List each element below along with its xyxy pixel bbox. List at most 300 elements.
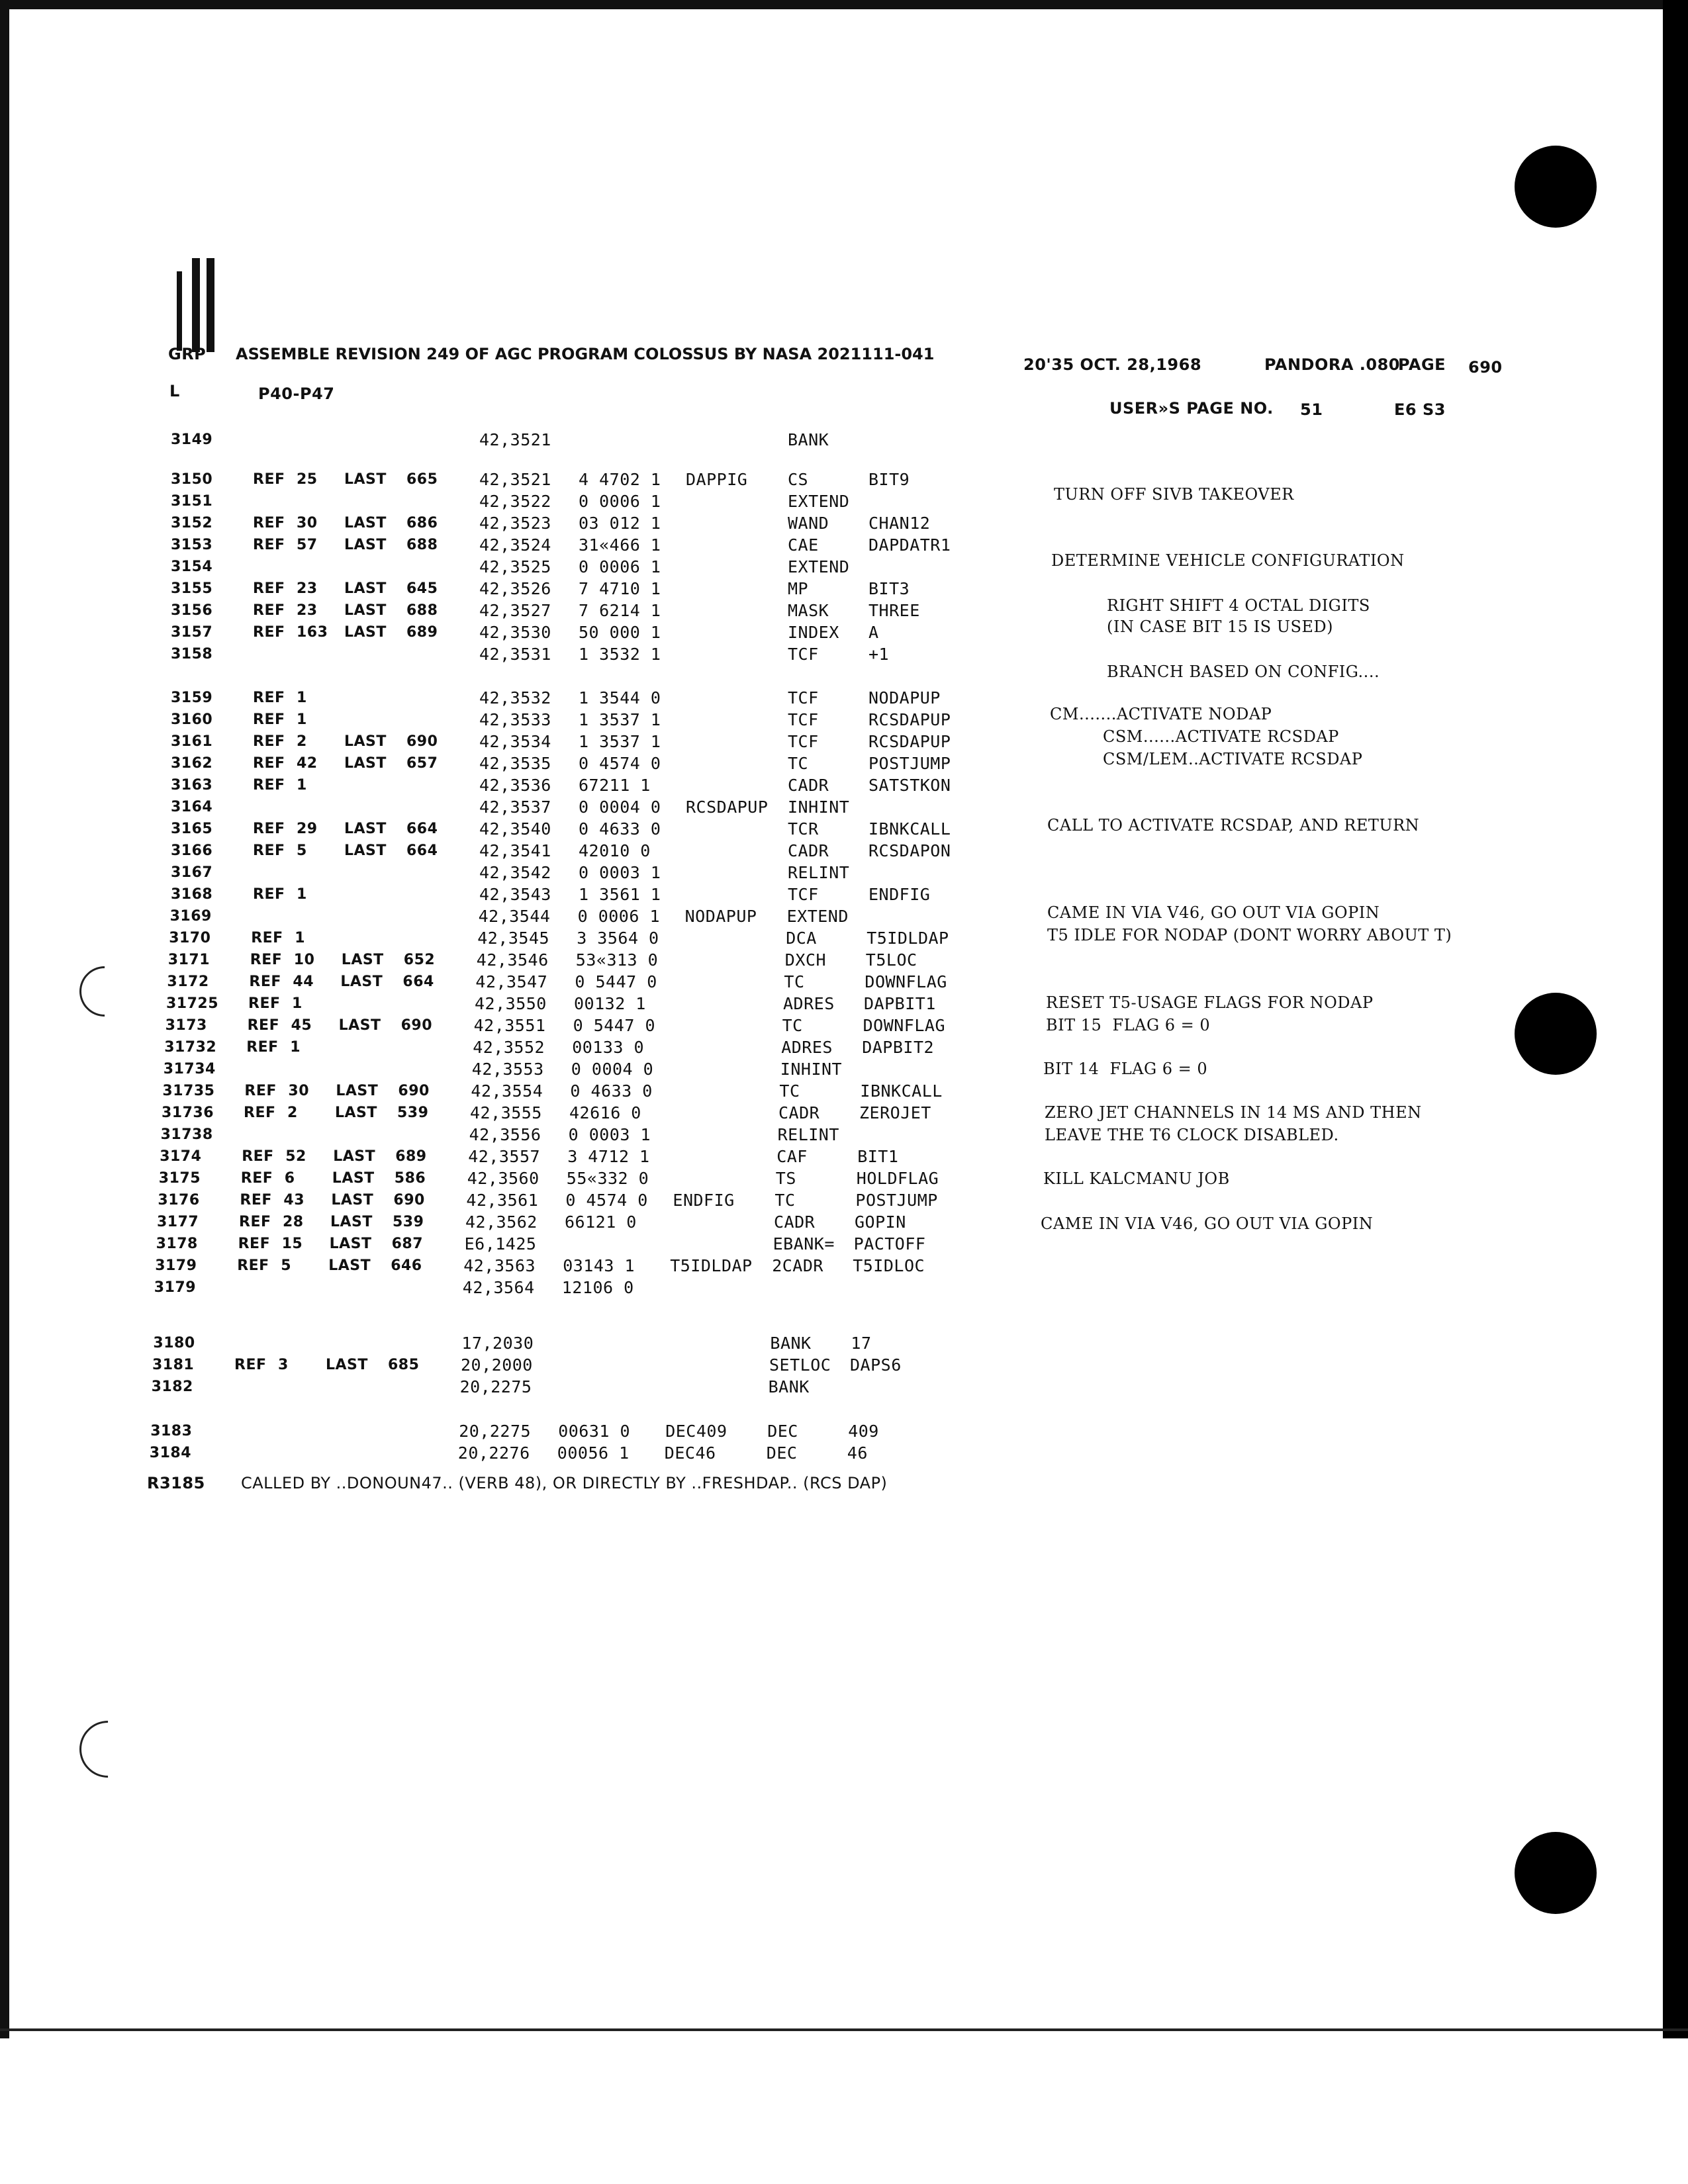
address: 42,3561 xyxy=(466,1191,539,1210)
address: 42,3556 xyxy=(469,1125,541,1144)
ref-count: 30 xyxy=(288,1083,310,1099)
address: 42,3541 xyxy=(479,841,551,860)
address: 42,3527 xyxy=(479,601,551,620)
section-title: P40-P47 xyxy=(258,385,335,403)
line-number: 31736 xyxy=(162,1105,214,1121)
line-number: 31734 xyxy=(163,1061,216,1077)
address: 42,3537 xyxy=(479,797,551,817)
operand: BIT1 xyxy=(857,1147,899,1166)
line-number: 3183 xyxy=(150,1423,193,1439)
last-page: 664 xyxy=(402,974,434,990)
opcode: TCF xyxy=(788,688,819,707)
operand: POSTJUMP xyxy=(868,754,951,773)
opcode: DCA xyxy=(786,929,817,948)
ref-count: 6 xyxy=(284,1170,295,1187)
scan-border-bottom xyxy=(0,2028,1688,2031)
comment-csm-lem: CSM/LEM..ACTIVATE RCSDAP xyxy=(1103,750,1363,768)
opcode: EXTEND xyxy=(788,492,850,511)
ref-label: REF xyxy=(253,755,285,772)
object-word: 03143 1 xyxy=(563,1256,635,1275)
line-number: 3178 xyxy=(156,1236,198,1252)
log-marker: L xyxy=(169,382,180,400)
ref-label: REF xyxy=(253,886,285,903)
address: 42,3533 xyxy=(479,710,551,729)
last-page: 664 xyxy=(406,842,438,859)
object-word: 0 4633 0 xyxy=(570,1081,653,1101)
comment-t5-idle: T5 IDLE FOR NODAP (DONT WORRY ABOUT T) xyxy=(1047,926,1452,944)
object-word: 53«313 0 xyxy=(575,950,659,970)
line-number: 3161 xyxy=(171,733,213,750)
symbol-label: DAPPIG xyxy=(686,470,748,489)
operand: 46 xyxy=(847,1443,868,1463)
line-number: 3162 xyxy=(171,755,213,772)
symbol-label: RCSDAPUP xyxy=(686,797,769,817)
comment-kill-kalcmanu: KILL KALCMANU JOB xyxy=(1043,1169,1230,1188)
ref-count: 52 xyxy=(285,1148,306,1165)
address: 17,2030 xyxy=(461,1334,534,1353)
comment-zero-jet: ZERO JET CHANNELS IN 14 MS AND THEN xyxy=(1045,1103,1422,1122)
operand: CHAN12 xyxy=(868,514,931,533)
symbol-label: DEC46 xyxy=(664,1443,716,1463)
comment-reset-t5: RESET T5-USAGE FLAGS FOR NODAP xyxy=(1046,993,1374,1012)
last-page: 689 xyxy=(406,624,438,641)
operand: RCSDAPUP xyxy=(868,732,951,751)
address: E6,1425 xyxy=(464,1234,537,1253)
address: 42,3547 xyxy=(475,972,548,991)
ref-label: REF xyxy=(234,1357,267,1373)
line-number: 3166 xyxy=(171,842,213,859)
ref-count: 1 xyxy=(297,777,307,794)
opcode: RELINT xyxy=(788,863,850,882)
operand: +1 xyxy=(868,645,890,664)
line-number: 3149 xyxy=(171,432,213,448)
operand: POSTJUMP xyxy=(855,1191,938,1210)
ref-label: REF xyxy=(253,471,285,488)
last-label: LAST xyxy=(344,821,387,837)
operand: 409 xyxy=(848,1422,879,1441)
ref-label: REF xyxy=(248,995,281,1012)
line-number: 3172 xyxy=(167,974,209,990)
operand: ZEROJET xyxy=(859,1103,931,1122)
object-word: 00631 0 xyxy=(558,1422,631,1441)
ref-label: REF xyxy=(237,1257,269,1274)
object-word: 1 3537 1 xyxy=(579,732,661,751)
object-word: 00132 1 xyxy=(574,994,646,1013)
punch-hole-top xyxy=(1515,146,1597,228)
line-number: 3182 xyxy=(151,1379,193,1395)
ref-label: REF xyxy=(247,1017,280,1034)
opcode: TC xyxy=(782,1016,803,1035)
line-number: 3184 xyxy=(149,1445,192,1461)
object-word: 0 0003 1 xyxy=(568,1125,651,1144)
comment-determine-config: DETERMINE VEHICLE CONFIGURATION xyxy=(1051,551,1405,570)
operand: GOPIN xyxy=(855,1212,906,1232)
line-number: 31725 xyxy=(166,995,219,1012)
address: 42,3550 xyxy=(475,994,547,1013)
address: 42,3553 xyxy=(471,1060,544,1079)
operand: PACTOFF xyxy=(853,1234,926,1253)
ref-count: 1 xyxy=(297,886,307,903)
object-word: 0 5447 0 xyxy=(573,1016,656,1035)
ref-count: 57 xyxy=(297,537,318,553)
ref-count: 30 xyxy=(297,515,318,531)
operand: DAPS6 xyxy=(850,1355,902,1375)
opcode: CS xyxy=(788,470,809,489)
last-page: 539 xyxy=(393,1214,424,1230)
ref-label: REF xyxy=(239,1214,271,1230)
line-number: 3150 xyxy=(171,471,213,488)
operand: DAPDATR1 xyxy=(868,535,951,555)
binder-mark xyxy=(192,258,200,352)
last-label: LAST xyxy=(344,842,387,859)
comment-csm: CSM......ACTIVATE RCSDAP xyxy=(1103,727,1339,746)
line-number: 3151 xyxy=(171,493,213,510)
ref-label: REF xyxy=(253,624,285,641)
opcode: DEC xyxy=(767,1422,798,1441)
line-number: 3175 xyxy=(158,1170,201,1187)
last-page: 645 xyxy=(406,580,438,597)
punch-hole-bottom xyxy=(1515,1832,1597,1914)
last-page: 689 xyxy=(395,1148,427,1165)
address: 42,3546 xyxy=(476,950,549,970)
ref-label: REF xyxy=(253,602,285,619)
header-system: PANDORA .080 xyxy=(1264,355,1400,374)
opcode: INHINT xyxy=(788,797,850,817)
ref-label: REF xyxy=(250,952,283,968)
opcode: CAF xyxy=(776,1147,808,1166)
operand: HOLDFLAG xyxy=(856,1169,939,1188)
ref-label: REF xyxy=(242,1148,274,1165)
address: 20,2000 xyxy=(461,1355,533,1375)
opcode: EXTEND xyxy=(788,557,850,576)
address: 42,3542 xyxy=(479,863,551,882)
last-label: LAST xyxy=(344,602,387,619)
object-word: 03 012 1 xyxy=(579,514,661,533)
opcode: BANK xyxy=(770,1334,812,1353)
address: 42,3543 xyxy=(479,885,551,904)
ref-label: REF xyxy=(253,580,285,597)
object-word: 0 4574 0 xyxy=(579,754,661,773)
opcode: INHINT xyxy=(780,1060,843,1079)
line-number: 3156 xyxy=(171,602,213,619)
line-number: 3174 xyxy=(160,1148,202,1165)
last-label: LAST xyxy=(344,537,387,553)
object-word: 3 3564 0 xyxy=(577,929,659,948)
opcode: CADR xyxy=(788,841,829,860)
ref-label: REF xyxy=(253,711,285,728)
operand: NODAPUP xyxy=(868,688,941,707)
comment-bit14-flag6: BIT 14 FLAG 6 = 0 xyxy=(1043,1060,1208,1078)
address: 42,3551 xyxy=(473,1016,546,1035)
address: 42,3562 xyxy=(465,1212,538,1232)
last-page: 664 xyxy=(406,821,438,837)
last-label: LAST xyxy=(344,733,387,750)
operand: DOWNFLAG xyxy=(863,1016,946,1035)
last-page: 690 xyxy=(393,1192,425,1208)
opcode: RELINT xyxy=(777,1125,839,1144)
opcode: CADR xyxy=(774,1212,816,1232)
object-word: 67211 1 xyxy=(579,776,651,795)
object-word: 0 0004 0 xyxy=(579,797,661,817)
object-word: 1 3561 1 xyxy=(579,885,661,904)
opcode: BANK xyxy=(768,1377,810,1396)
line-number: 3163 xyxy=(171,777,213,794)
line-number: 3153 xyxy=(171,537,213,553)
address: 42,3524 xyxy=(479,535,551,555)
line-number: 3176 xyxy=(158,1192,200,1208)
ref-count: 2 xyxy=(287,1105,298,1121)
object-word: 42616 0 xyxy=(569,1103,641,1122)
line-number: 3179 xyxy=(155,1257,197,1274)
last-label: LAST xyxy=(331,1192,374,1208)
last-label: LAST xyxy=(330,1214,373,1230)
opcode: DXCH xyxy=(784,950,827,970)
address: 20,2276 xyxy=(457,1443,530,1463)
last-label: LAST xyxy=(328,1257,371,1274)
footer-line-text: CALLED BY ..DONOUN47.. (VERB 48), OR DIRECTLY BY ..FRESHDAP.. (RCS DAP) xyxy=(241,1474,888,1492)
line-number: 3170 xyxy=(169,930,211,946)
ref-label: REF xyxy=(253,733,285,750)
address: 42,3522 xyxy=(479,492,551,511)
opcode: CADR xyxy=(788,776,829,795)
ref-count: 10 xyxy=(293,952,315,968)
ref-label: REF xyxy=(244,1083,277,1099)
line-number: 3158 xyxy=(171,646,213,662)
address: 42,3554 xyxy=(471,1081,543,1101)
object-word: 31«466 1 xyxy=(579,535,661,555)
symbol-label: T5IDLDAP xyxy=(670,1256,753,1275)
opcode: TCR xyxy=(788,819,819,839)
ref-label: REF xyxy=(253,537,285,553)
line-number: 3179 xyxy=(154,1279,197,1296)
ref-count: 5 xyxy=(281,1257,291,1274)
line-number: 3168 xyxy=(171,886,213,903)
last-label: LAST xyxy=(329,1236,372,1252)
ref-label: REF xyxy=(253,842,285,859)
line-number: 3169 xyxy=(169,908,212,925)
opcode: EXTEND xyxy=(786,907,849,926)
address: 42,3526 xyxy=(479,579,551,598)
last-label: LAST xyxy=(344,755,387,772)
operand: BIT9 xyxy=(868,470,910,489)
address: 42,3530 xyxy=(479,623,551,642)
object-word: 3 4712 1 xyxy=(567,1147,650,1166)
address: 42,3545 xyxy=(477,929,550,948)
opcode: TCF xyxy=(788,732,819,751)
line-number: 3171 xyxy=(167,952,211,968)
ref-count: 1 xyxy=(297,690,307,706)
object-word: 50 000 1 xyxy=(579,623,661,642)
operand: DOWNFLAG xyxy=(865,972,947,991)
operand: RCSDAPUP xyxy=(868,710,951,729)
operand: IBNKCALL xyxy=(868,819,951,839)
comment-cm: CM.......ACTIVATE NODAP xyxy=(1050,705,1272,723)
last-page: 646 xyxy=(391,1257,422,1274)
line-number: 3155 xyxy=(171,580,213,597)
binder-mark xyxy=(207,258,214,352)
punch-hole-middle xyxy=(1515,993,1597,1075)
address: 42,3544 xyxy=(478,907,551,926)
line-number: 3154 xyxy=(171,559,213,575)
object-word: 0 0006 1 xyxy=(577,907,661,926)
ref-label: REF xyxy=(244,1105,276,1121)
header-page-label: PAGE xyxy=(1398,355,1446,374)
last-page: 657 xyxy=(406,755,438,772)
comment-came-in-2: CAME IN VIA V46, GO OUT VIA GOPIN xyxy=(1041,1214,1374,1233)
address: 42,3523 xyxy=(479,514,551,533)
opcode: TCF xyxy=(788,645,819,664)
opcode: TCF xyxy=(788,885,819,904)
last-label: LAST xyxy=(333,1148,376,1165)
operand: T5LOC xyxy=(865,950,917,970)
comment-bit15: (IN CASE BIT 15 IS USED) xyxy=(1107,617,1334,636)
line-number: 3152 xyxy=(171,515,213,531)
ref-label: REF xyxy=(253,821,285,837)
line-number: 31732 xyxy=(164,1039,217,1056)
ref-label: REF xyxy=(240,1192,272,1208)
object-word: 1 3532 1 xyxy=(579,645,661,664)
opcode: CADR xyxy=(778,1103,820,1122)
opcode: DEC xyxy=(766,1443,798,1463)
object-word: 00056 1 xyxy=(557,1443,630,1463)
line-number: 31738 xyxy=(160,1126,213,1143)
object-word: 0 4633 0 xyxy=(579,819,661,839)
ref-count: 23 xyxy=(297,580,318,597)
address: 42,3564 xyxy=(462,1278,535,1297)
opcode: TC xyxy=(788,754,809,773)
ref-label: REF xyxy=(246,1039,279,1056)
hole-outline-mark xyxy=(68,1709,148,1790)
object-word: 1 3544 0 xyxy=(579,688,661,707)
opcode: BANK xyxy=(788,430,829,449)
comment-right-shift: RIGHT SHIFT 4 OCTAL DIGITS xyxy=(1107,596,1370,615)
opcode: MP xyxy=(788,579,809,598)
scan-border-top xyxy=(0,0,1688,9)
operand: BIT3 xyxy=(868,579,910,598)
ref-count: 43 xyxy=(283,1192,305,1208)
address: 42,3536 xyxy=(479,776,551,795)
opcode: WAND xyxy=(788,514,829,533)
object-word: 0 0004 0 xyxy=(571,1060,654,1079)
last-page: 652 xyxy=(403,952,436,968)
ref-label: REF xyxy=(249,974,281,990)
ref-label: REF xyxy=(251,930,283,946)
opcode: TC xyxy=(784,972,805,991)
ref-count: 3 xyxy=(278,1357,289,1373)
last-page: 690 xyxy=(400,1017,433,1034)
ref-count: 1 xyxy=(290,1039,301,1056)
line-number: 31735 xyxy=(162,1083,215,1099)
last-label: LAST xyxy=(338,1017,381,1034)
operand: A xyxy=(868,623,879,642)
address: 42,3521 xyxy=(479,430,551,449)
line-number: 3180 xyxy=(153,1335,195,1351)
ref-label: REF xyxy=(253,777,285,794)
line-number: 3159 xyxy=(171,690,213,706)
last-label: LAST xyxy=(332,1170,375,1187)
object-word: 0 0006 1 xyxy=(579,557,661,576)
object-word: 42010 0 xyxy=(579,841,651,860)
address: 42,3540 xyxy=(479,819,551,839)
object-word: 0 0006 1 xyxy=(579,492,661,511)
comment-call-rcsdap: CALL TO ACTIVATE RCSDAP, AND RETURN xyxy=(1047,816,1420,835)
last-page: 685 xyxy=(388,1357,420,1373)
object-word: 00133 0 xyxy=(572,1038,645,1057)
ref-count: 1 xyxy=(297,711,307,728)
opcode: 2CADR xyxy=(772,1256,823,1275)
ref-count: 163 xyxy=(297,624,328,641)
address: 42,3552 xyxy=(473,1038,545,1057)
line-number: 3164 xyxy=(171,799,213,815)
opcode: TC xyxy=(779,1081,800,1101)
operand: DAPBIT1 xyxy=(864,994,936,1013)
symbol-label: DEC409 xyxy=(665,1422,727,1441)
line-number: 3177 xyxy=(157,1214,199,1230)
object-word: 4 4702 1 xyxy=(579,470,661,489)
ref-label: REF xyxy=(238,1236,271,1252)
last-label: LAST xyxy=(340,974,383,990)
ref-count: 45 xyxy=(291,1017,312,1034)
address: 42,3532 xyxy=(479,688,551,707)
line-number: 3173 xyxy=(165,1017,207,1034)
ref-label: REF xyxy=(253,690,285,706)
ref-count: 28 xyxy=(283,1214,304,1230)
hole-outline-mark xyxy=(69,956,140,1026)
ref-count: 25 xyxy=(297,471,318,488)
last-label: LAST xyxy=(326,1357,368,1373)
ref-count: 29 xyxy=(297,821,318,837)
address: 42,3560 xyxy=(467,1169,539,1188)
footer-line-number: R3185 xyxy=(147,1474,205,1492)
opcode: TS xyxy=(775,1169,796,1188)
address: 42,3557 xyxy=(468,1147,541,1166)
last-label: LAST xyxy=(341,952,384,968)
opcode: TC xyxy=(774,1191,796,1210)
user-page-label: USER»S PAGE NO. xyxy=(1109,399,1274,418)
last-page: 690 xyxy=(398,1083,430,1099)
last-page: 665 xyxy=(406,471,438,488)
line-number: 3157 xyxy=(171,624,213,641)
ref-label: REF xyxy=(253,515,285,531)
last-page: 688 xyxy=(406,602,438,619)
line-number: 3181 xyxy=(152,1357,195,1373)
last-label: LAST xyxy=(344,471,387,488)
opcode: ADRES xyxy=(781,1038,833,1057)
header-page-number: 690 xyxy=(1468,358,1503,377)
header-corner: GRP xyxy=(168,345,207,363)
line-number: 3165 xyxy=(171,821,213,837)
last-page: 687 xyxy=(391,1236,424,1252)
comment-came-in-1: CAME IN VIA V46, GO OUT VIA GOPIN xyxy=(1047,903,1380,922)
ref-count: 23 xyxy=(297,602,318,619)
opcode: ADRES xyxy=(783,994,835,1013)
header-datetime: 20'35 OCT. 28,1968 xyxy=(1023,355,1202,374)
operand: 17 xyxy=(851,1334,872,1353)
address: 42,3563 xyxy=(463,1256,536,1275)
object-word: 7 4710 1 xyxy=(579,579,661,598)
operand: RCSDAPON xyxy=(868,841,951,860)
last-page: 539 xyxy=(397,1105,429,1121)
address: 42,3534 xyxy=(479,732,551,751)
opcode: SETLOC xyxy=(769,1355,831,1375)
binder-mark xyxy=(177,271,182,351)
header-title: ASSEMBLE REVISION 249 OF AGC PROGRAM COLOSSUS BY NASA 2021111-041 xyxy=(236,345,935,363)
symbol-label: ENDFIG xyxy=(673,1191,735,1210)
last-page: 688 xyxy=(406,537,438,553)
object-word: 0 5447 0 xyxy=(575,972,657,991)
opcode: CAE xyxy=(788,535,819,555)
opcode: TCF xyxy=(788,710,819,729)
